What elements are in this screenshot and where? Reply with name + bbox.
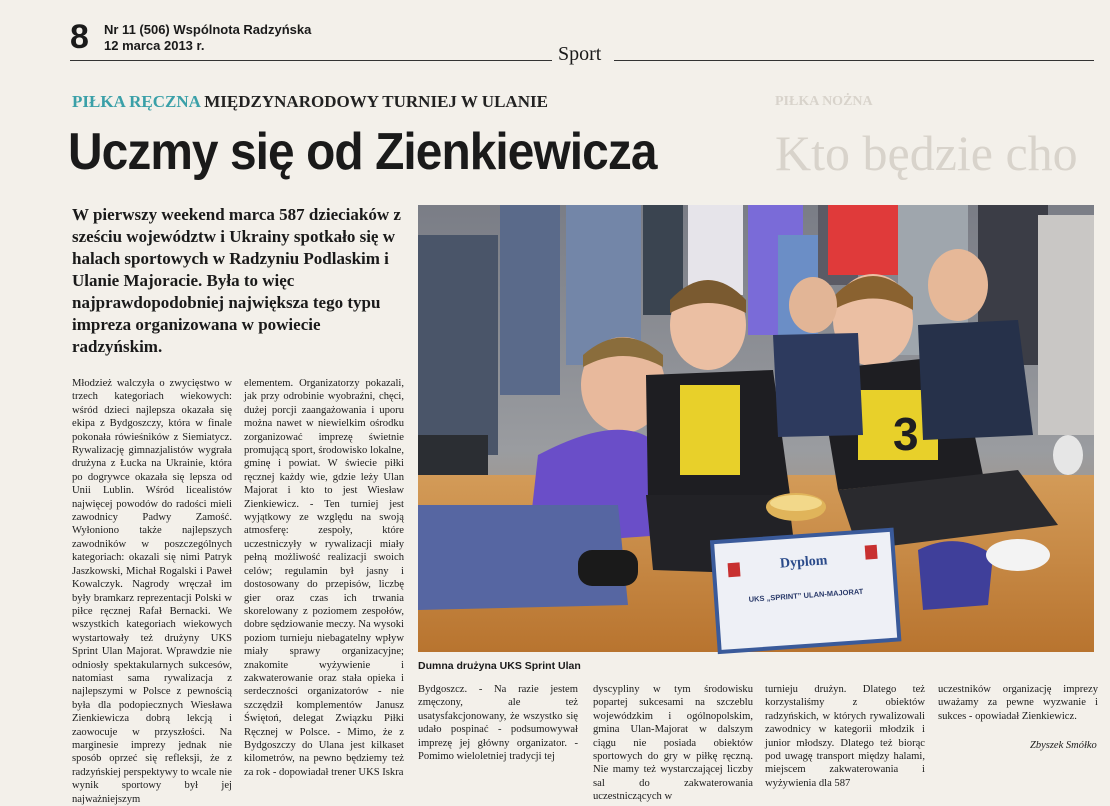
header-rule-left bbox=[70, 60, 552, 61]
issue-info bbox=[104, 22, 311, 54]
article-kicker bbox=[72, 92, 548, 112]
body-column-1: Młodzież walczyła o zwycięstwo w trzech kategoriach wiekowych: wśród dzieci najlepsza okazała się ekipa z Bydgoszczy, która w finale pokonała rówieśników z Siemiatycz. Rywalizację gimnazjalistów wygrała drużyna z Łucka na Ukrainie, która po dogrywce okazała się lepsza od Unii Lublin. Wśród licealistów najwięcej powodów do radości mieli zawodnicy Padwy Zamość. Wyłoniono także najlepszych zawodników w poszczególnych kategoriach: okazali się nimi Patryk Jaszkowski, Michał Rogalski i Paweł Kowalczyk. Nagrody wręczał im były bramkarz reprezentacji Polski w piłce ręcznej Rafał Bernacki. We wszystkich kategoriach wiekowych wystartowały też drużyny UKS Sprint Ulan Majorat. Wprawdzie nie odniosły spektakularnych sukcesów, natomiast sama rywalizacja z najlepszymi w Polsce z pewnością była dla podopiecznych Wiesława Zienkiewicza dobrą lekcją i zaowocuje w przyszłości. Na marginesie imprezy jednak nie sposób oprzeć się refleksji, że z radzyńskiej perspektywy to wcale nie wynik sportowy był jej najważniejszym bbox=[72, 378, 232, 805]
section-label: Sport bbox=[558, 43, 602, 65]
body-column-3: Bydgoszcz. - Na razie jestem zmęczony, ale też usatysfakcjonowany, że wszystko się udało pospinać - podsumowywał imprezę jej główny organizator. - Pomimo wieloletniej tradycji tej bbox=[418, 684, 578, 763]
body-column-2: elementem. Organizatorzy pokazali, jak przy odrobinie wyobraźni, chęci, dużej porcji zaangażowania i uporu można nawet w niewielkim ośrodku zorganizować imprezę świetnie promującą sport, środowisko lokalne, gminę i powiat. W świecie piłki ręcznej każdy wie, gdzie leży Ulan Majorat i kto to jest Wiesław Zienkiewicz. - Ten turniej jest wyjątkowy ze względu na swoją atmosferę: zespoły, które uczestniczyły w rywalizacji miały pełną możliwość realizacji swoich celów; regulamin był jasny i dostosowany do przepisów, liczbę gier oraz czas ich trwania skorelowany z poziomem zespołów, dobre sędziowanie meczy. Na wysoki poziom turnieju niebagatelny wpływ miały sprawy organizacyjne; znakomite wyżywienie i zakwaterowanie oraz stała opieka i serdeczności organizatorów - nie szczędził komplementów Janusz Świętoń, delegat Związku Piłki Ręcznej w Polsce. - Mimo, że z Bydgoszczy do Ulana jest kilkaset kilometrów, na pewno będziemy też za rok - dopowiadał trener UKS Iskra bbox=[244, 378, 404, 778]
article-lead: W pierwszy weekend marca 587 dzieciaków z sześciu województw i Ukrainy spotkało się w halach sportowych w Radzyniu Podlaskim i Ulanie Majoracie. Była to więc najprawdopodobniej największa tego typu impreza organizowana w powiecie radzyńskim. bbox=[72, 205, 401, 356]
diploma bbox=[712, 530, 899, 652]
body-column-6: uczestników organizację imprezy uważamy za pewne wyzwanie i sukces - opowiadał Zienkiewicz. bbox=[938, 684, 1098, 722]
bleed-through-headline: Kto będzie cho bbox=[775, 125, 1078, 181]
team-photo bbox=[418, 205, 1094, 652]
diploma-team: UKS „SPRINT” ULAN-MAJORAT bbox=[748, 586, 864, 604]
article-headline: Uczmy się od Zienkiewicza bbox=[68, 123, 657, 181]
article-byline: Zbyszek Smółko bbox=[1030, 740, 1097, 751]
kicker-category: PIŁKA RĘCZNA bbox=[72, 92, 200, 111]
body-column-5: turnieju drużyn. Dlatego też korzystaliśmy z obiektów radzyńskich, w których rywalizowali zawodnicy w kategorii młodzik i junior młodszy. Dlatego też biorąc pod uwagę transport między halami, miejscem zakwaterowania i wyżywienia dla 587 bbox=[765, 684, 925, 789]
diploma-title: Dyplom bbox=[779, 553, 828, 572]
body-column-4: dyscypliny w tym środowisku popartej sukcesami na szczeblu wojewódzkim i ogólnopolskim, gmina Ulan-Majorat w dalszym ciągu nie posiada obiektów sportowych do gry w piłkę ręczną. Nie mamy też wystarczającej liczby sal do zakwaterowania uczestniczących w bbox=[593, 684, 753, 803]
page-number: 8 bbox=[70, 18, 89, 56]
kicker-topic: MIĘDZYNARODOWY TURNIEJ W ULANIE bbox=[204, 92, 548, 111]
header-rule-right bbox=[614, 60, 1094, 61]
issue-title: Nr 11 (506) Wspólnota Radzyńska bbox=[104, 22, 312, 37]
jersey-number: 3 bbox=[893, 408, 919, 460]
photo-caption: Dumna drużyna UKS Sprint Ulan bbox=[418, 660, 581, 672]
bleed-through-kicker: PIŁKA NOŻNA bbox=[775, 94, 873, 109]
issue-date: 12 marca 2013 r. bbox=[104, 38, 205, 53]
